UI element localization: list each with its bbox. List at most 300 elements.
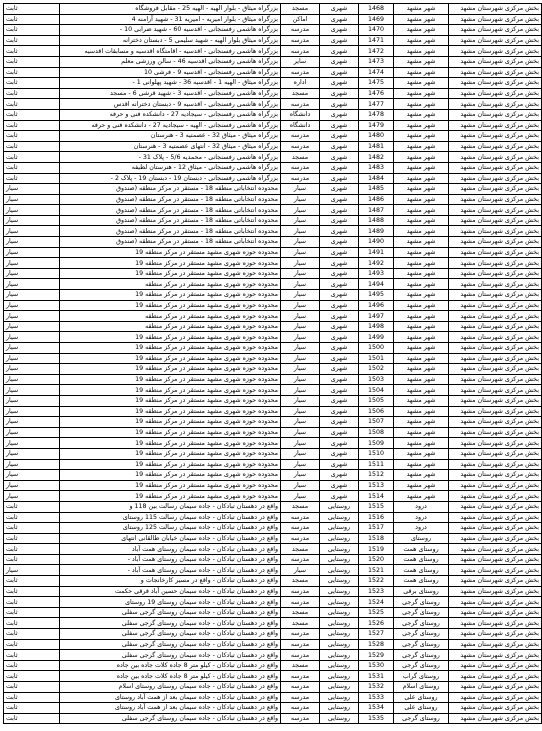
area-type-cell: شهری <box>320 279 359 290</box>
address-cell: واقع در دهستان تبادکان - جاده سیمان روستای گرجی سفلی <box>60 713 281 724</box>
status-cell: ثابت <box>4 141 60 152</box>
branch-cell: بخش مرکزی شهرستان مشهد <box>449 279 542 290</box>
address-cell: محدوده حوزه شهری مشهد مستقر در مرکز منطقه 19 <box>60 459 281 470</box>
city-cell: درود <box>394 501 449 512</box>
status-cell: ثابت <box>4 586 60 597</box>
city-cell: شهر مشهد <box>394 417 449 428</box>
branch-cell: بخش مرکزی شهرستان مشهد <box>449 533 542 544</box>
branch-cell: بخش مرکزی شهرستان مشهد <box>449 67 542 78</box>
station-number-cell: 1499 <box>359 332 394 343</box>
station-number-cell: 1511 <box>359 459 394 470</box>
status-cell: ثابت <box>4 607 60 618</box>
location-type-cell: دانشگاه <box>281 109 320 120</box>
branch-cell: بخش مرکزی شهرستان مشهد <box>449 205 542 216</box>
branch-cell: بخش مرکزی شهرستان مشهد <box>449 713 542 724</box>
station-number-cell: 1526 <box>359 618 394 629</box>
status-cell: ثابت <box>4 682 60 693</box>
location-type-cell: مدرسه <box>281 692 320 703</box>
city-cell: شهر مشهد <box>394 88 449 99</box>
address-cell: واقع در دهستان تبادکان - جاده سیمان روستای همت آباد - <box>60 554 281 565</box>
area-type-cell: شهری <box>320 385 359 396</box>
location-type-cell: سیار <box>281 332 320 343</box>
table-row <box>4 512 542 523</box>
city-cell: شهر مشهد <box>394 131 449 142</box>
station-number-cell: 1493 <box>359 268 394 279</box>
status-cell: ثابت <box>4 660 60 671</box>
location-type-cell: سیار <box>281 184 320 195</box>
area-type-cell: شهری <box>320 353 359 364</box>
location-type-cell: سیار <box>281 470 320 481</box>
location-type-cell: مدرسه <box>281 512 320 523</box>
address-cell: بزرگراه هاشمی رفسنجانی - اقدسیه 9 - دبستان دخترانه اقدس <box>60 99 281 110</box>
city-cell: روستای گرجی <box>394 629 449 640</box>
location-type-cell: سیار <box>281 448 320 459</box>
location-type-cell: سیار <box>281 438 320 449</box>
table-row <box>4 88 542 99</box>
address-cell: واقع در دهستان تبادکان - جاده سیمان روستای گرجی سفلی <box>60 650 281 661</box>
location-type-cell: مدرسه <box>281 629 320 640</box>
branch-cell: بخش مرکزی شهرستان مشهد <box>449 194 542 205</box>
address-cell: محدوده حوزه شهری مشهد مستقر در مرکز منطقه 19 <box>60 470 281 481</box>
branch-cell: بخش مرکزی شهرستان مشهد <box>449 237 542 248</box>
table-row <box>4 629 542 640</box>
table-row <box>4 470 542 481</box>
city-cell: درود <box>394 523 449 534</box>
area-type-cell: شهری <box>320 395 359 406</box>
address-cell: واقع در دهستان تبادکان - جاده سیمان رسالت 125 روستای <box>60 523 281 534</box>
branch-cell: بخش مرکزی شهرستان مشهد <box>449 660 542 671</box>
area-type-cell: شهری <box>320 247 359 258</box>
table-row <box>4 237 542 248</box>
table-row <box>4 205 542 216</box>
city-cell: شهر مشهد <box>394 364 449 375</box>
status-cell: ثابت <box>4 14 60 25</box>
location-type-cell: مسجد <box>281 88 320 99</box>
status-cell: سیار <box>4 300 60 311</box>
station-number-cell: 1480 <box>359 131 394 142</box>
status-cell: سیار <box>4 290 60 301</box>
address-cell: محدوده انتخاباتی منطقه 18 - مستقر در مرکز منطقه (صندوق <box>60 205 281 216</box>
location-type-cell: مدرسه <box>281 173 320 184</box>
location-type-cell: مدرسه <box>281 597 320 608</box>
branch-cell: بخش مرکزی شهرستان مشهد <box>449 215 542 226</box>
area-type-cell: شهری <box>320 343 359 354</box>
city-cell: شهر مشهد <box>394 459 449 470</box>
station-number-cell: 1495 <box>359 290 394 301</box>
table-row <box>4 682 542 693</box>
status-cell: سیار <box>4 332 60 343</box>
status-cell: ثابت <box>4 88 60 99</box>
area-type-cell: شهری <box>320 491 359 502</box>
location-type-cell: مدرسه <box>281 46 320 57</box>
station-number-cell: 1527 <box>359 629 394 640</box>
station-number-cell: 1470 <box>359 25 394 36</box>
status-cell: سیار <box>4 215 60 226</box>
station-number-cell: 1476 <box>359 88 394 99</box>
station-number-cell: 1497 <box>359 311 394 322</box>
area-type-cell: روستایی <box>320 650 359 661</box>
location-type-cell: سیار <box>281 321 320 332</box>
table-row <box>4 279 542 290</box>
city-cell: شهر مشهد <box>394 173 449 184</box>
branch-cell: بخش مرکزی شهرستان مشهد <box>449 162 542 173</box>
station-number-cell: 1508 <box>359 427 394 438</box>
address-cell: بزرگراه هاشمی رفسنجانی - اقدسیه 60 - شهید ضرابی 10 - <box>60 25 281 36</box>
city-cell: شهر مشهد <box>394 448 449 459</box>
status-cell: ثابت <box>4 544 60 555</box>
city-cell: شهر مشهد <box>394 120 449 131</box>
table-row <box>4 321 542 332</box>
status-cell: سیار <box>4 438 60 449</box>
branch-cell: بخش مرکزی شهرستان مشهد <box>449 692 542 703</box>
table-row <box>4 650 542 661</box>
city-cell: روستای برقی <box>394 586 449 597</box>
location-type-cell: مدرسه <box>281 650 320 661</box>
location-type-cell: سیار <box>281 343 320 354</box>
branch-cell: بخش مرکزی شهرستان مشهد <box>449 639 542 650</box>
status-cell: ثابت <box>4 554 60 565</box>
station-number-cell: 1520 <box>359 554 394 565</box>
area-type-cell: شهری <box>320 173 359 184</box>
location-type-cell: مدرسه <box>281 682 320 693</box>
area-type-cell: شهری <box>320 46 359 57</box>
address-cell: بزرگراه هاشمی رفسنجانی - اقدسیه 3 - شهید قرشی 6 - مسجد <box>60 88 281 99</box>
station-number-cell: 1515 <box>359 501 394 512</box>
document-sheet <box>3 3 539 724</box>
table-body <box>4 4 542 724</box>
address-cell: بزرگراه هاشمی رفسنجانی - اقدسیه 9 - فرشی 10 <box>60 67 281 78</box>
location-type-cell: اداره <box>281 78 320 89</box>
location-type-cell: مدرسه <box>281 141 320 152</box>
address-cell: واقع در دهستان تبادکان - جاده سیمان بعد از همت آباد روستای <box>60 692 281 703</box>
table-row <box>4 67 542 78</box>
location-type-cell: سیار <box>281 395 320 406</box>
address-cell: واقع در دهستان تبادکان - جاده سیمان روستای روستای اسلام <box>60 682 281 693</box>
address-cell: محدوده حوزه شهری مشهد مستقر در مرکز منطقه 19 <box>60 290 281 301</box>
location-type-cell: اماکن <box>281 14 320 25</box>
status-cell: ثابت <box>4 501 60 512</box>
table-row <box>4 78 542 89</box>
branch-cell: بخش مرکزی شهرستان مشهد <box>449 438 542 449</box>
status-cell: ثابت <box>4 120 60 131</box>
branch-cell: بخش مرکزی شهرستان مشهد <box>449 417 542 428</box>
status-cell: سیار <box>4 395 60 406</box>
area-type-cell: شهری <box>320 300 359 311</box>
area-type-cell: روستایی <box>320 618 359 629</box>
address-cell: بزرگراه هاشمی رفسنجانی - سیجادیه 27 - دانشکده فنی و حرفه <box>60 109 281 120</box>
city-cell: روستای گرجی <box>394 639 449 650</box>
area-type-cell: شهری <box>320 131 359 142</box>
city-cell: شهر مشهد <box>394 247 449 258</box>
address-cell: محدوده حوزه شهری مشهد مستقر در مرکز منطقه <box>60 311 281 322</box>
location-type-cell: سایر <box>281 56 320 67</box>
address-cell: بزرگراه میثاق - الهیه 1 - اقدسیه 36 - شهید پهلوانی 1 - <box>60 78 281 89</box>
branch-cell: بخش مرکزی شهرستان مشهد <box>449 576 542 587</box>
table-row <box>4 480 542 491</box>
station-number-cell: 1488 <box>359 215 394 226</box>
location-type-cell: مسجد <box>281 4 320 15</box>
location-type-cell: مدرسه <box>281 99 320 110</box>
branch-cell: بخش مرکزی شهرستان مشهد <box>449 141 542 152</box>
branch-cell: بخش مرکزی شهرستان مشهد <box>449 629 542 640</box>
table-row <box>4 448 542 459</box>
address-cell: واقع در دهستان تبادکان - جاده سیمان روستای همت آباد - <box>60 565 281 576</box>
table-row <box>4 660 542 671</box>
station-number-cell: 1505 <box>359 395 394 406</box>
status-cell: سیار <box>4 385 60 396</box>
address-cell: محدوده انتخاباتی منطقه 18 - مستقر در مرکز منطقه (صندوق <box>60 226 281 237</box>
city-cell: شهر مشهد <box>394 343 449 354</box>
station-number-cell: 1475 <box>359 78 394 89</box>
area-type-cell: شهری <box>320 427 359 438</box>
branch-cell: بخش مرکزی شهرستان مشهد <box>449 480 542 491</box>
table-row <box>4 268 542 279</box>
branch-cell: بخش مرکزی شهرستان مشهد <box>449 14 542 25</box>
branch-cell: بخش مرکزی شهرستان مشهد <box>449 374 542 385</box>
location-type-cell: سیار <box>281 491 320 502</box>
branch-cell: بخش مرکزی شهرستان مشهد <box>449 4 542 15</box>
area-type-cell: شهری <box>320 4 359 15</box>
location-type-cell: مدرسه <box>281 35 320 46</box>
city-cell: شهر مشهد <box>394 35 449 46</box>
polling-stations-table <box>3 3 542 724</box>
location-type-cell: سیار <box>281 459 320 470</box>
table-row <box>4 290 542 301</box>
address-cell: محدوده حوزه شهری مشهد مستقر در مرکز منطقه 19 <box>60 395 281 406</box>
location-type-cell: مدرسه <box>281 131 320 142</box>
area-type-cell: شهری <box>320 184 359 195</box>
location-type-cell: سیار <box>281 480 320 491</box>
status-cell: ثابت <box>4 533 60 544</box>
status-cell: ثابت <box>4 692 60 703</box>
area-type-cell: شهری <box>320 470 359 481</box>
location-type-cell: سیار <box>281 374 320 385</box>
city-cell: شهر مشهد <box>394 4 449 15</box>
city-cell: شهر مشهد <box>394 141 449 152</box>
city-cell: شهر مشهد <box>394 332 449 343</box>
station-number-cell: 1525 <box>359 607 394 618</box>
table-row <box>4 120 542 131</box>
city-cell: شهر مشهد <box>394 194 449 205</box>
location-type-cell: سیار <box>281 268 320 279</box>
location-type-cell: سیار <box>281 385 320 396</box>
city-cell: شهر مشهد <box>394 258 449 269</box>
branch-cell: بخش مرکزی شهرستان مشهد <box>449 120 542 131</box>
station-number-cell: 1468 <box>359 4 394 15</box>
area-type-cell: روستایی <box>320 692 359 703</box>
station-number-cell: 1530 <box>359 660 394 671</box>
area-type-cell: روستایی <box>320 597 359 608</box>
station-number-cell: 1514 <box>359 491 394 502</box>
area-type-cell: روستایی <box>320 533 359 544</box>
branch-cell: بخش مرکزی شهرستان مشهد <box>449 109 542 120</box>
area-type-cell: روستایی <box>320 639 359 650</box>
station-number-cell: 1504 <box>359 385 394 396</box>
status-cell: ثابت <box>4 4 60 15</box>
address-cell: محدوده انتخاباتی منطقه 18 - مستقر در مرکز منطقه (صندوق <box>60 215 281 226</box>
location-type-cell: سیار <box>281 215 320 226</box>
branch-cell: بخش مرکزی شهرستان مشهد <box>449 35 542 46</box>
branch-cell: بخش مرکزی شهرستان مشهد <box>449 395 542 406</box>
city-cell: شهر مشهد <box>394 268 449 279</box>
station-number-cell: 1478 <box>359 109 394 120</box>
location-type-cell: مدرسه <box>281 713 320 724</box>
branch-cell: بخش مرکزی شهرستان مشهد <box>449 565 542 576</box>
address-cell: محدوده حوزه شهری مشهد مستقر در مرکز منطقه 19 <box>60 417 281 428</box>
city-cell: روستای گرجی <box>394 597 449 608</box>
location-type-cell: مسجد <box>281 618 320 629</box>
branch-cell: بخش مرکزی شهرستان مشهد <box>449 56 542 67</box>
branch-cell: بخش مرکزی شهرستان مشهد <box>449 523 542 534</box>
city-cell: شهر مشهد <box>394 152 449 163</box>
location-type-cell: مدرسه <box>281 554 320 565</box>
address-cell: واقع در دهستان تبادکان - جاده سیمان روستای گرجی سفلی <box>60 618 281 629</box>
status-cell: سیار <box>4 448 60 459</box>
address-cell: واقع در دهستان تبادکان - جاده سیمان رسالت 115 روستای <box>60 512 281 523</box>
address-cell: محدوده حوزه شهری مشهد مستقر در مرکز منطقه 19 <box>60 438 281 449</box>
branch-cell: بخش مرکزی شهرستان مشهد <box>449 343 542 354</box>
location-type-cell: مسجد <box>281 152 320 163</box>
status-cell: ثابت <box>4 99 60 110</box>
station-number-cell: 1484 <box>359 173 394 184</box>
city-cell: شهر مشهد <box>394 46 449 57</box>
branch-cell: بخش مرکزی شهرستان مشهد <box>449 427 542 438</box>
station-number-cell: 1485 <box>359 184 394 195</box>
location-type-cell: مسجد <box>281 660 320 671</box>
city-cell: شهر مشهد <box>394 205 449 216</box>
area-type-cell: شهری <box>320 120 359 131</box>
branch-cell: بخش مرکزی شهرستان مشهد <box>449 258 542 269</box>
table-row <box>4 152 542 163</box>
address-cell: بزرگراه میثاق - میثاق 32 - عصمتیه 3 - هنرستان <box>60 131 281 142</box>
branch-cell: بخش مرکزی شهرستان مشهد <box>449 364 542 375</box>
station-number-cell: 1487 <box>359 205 394 216</box>
branch-cell: بخش مرکزی شهرستان مشهد <box>449 332 542 343</box>
location-type-cell: دانشگاه <box>281 120 320 131</box>
status-cell: سیار <box>4 374 60 385</box>
address-cell: محدوده انتخاباتی منطقه 18 - مستقر در مرکز منطقه (صندوق <box>60 237 281 248</box>
address-cell: محدوده حوزه شهری مشهد مستقر در مرکز منطقه 19 <box>60 343 281 354</box>
table-row <box>4 131 542 142</box>
table-row <box>4 427 542 438</box>
location-type-cell: سیار <box>281 311 320 322</box>
city-cell: روستای گرجی <box>394 650 449 661</box>
city-cell: روستای <box>394 533 449 544</box>
location-type-cell: سیار <box>281 300 320 311</box>
table-row <box>4 565 542 576</box>
table-row <box>4 576 542 587</box>
table-row <box>4 501 542 512</box>
area-type-cell: شهری <box>320 35 359 46</box>
address-cell: محدوده حوزه شهری مشهد مستقر در مرکز منطقه 19 <box>60 353 281 364</box>
area-type-cell: شهری <box>320 480 359 491</box>
address-cell: بزرگراه هاشمی رفسنجانی - اقدسیه - اقامتگاه اقدسیه و مسابقات اقدسیه <box>60 46 281 57</box>
status-cell: سیار <box>4 194 60 205</box>
branch-cell: بخش مرکزی شهرستان مشهد <box>449 544 542 555</box>
station-number-cell: 1522 <box>359 576 394 587</box>
branch-cell: بخش مرکزی شهرستان مشهد <box>449 25 542 36</box>
status-cell: ثابت <box>4 131 60 142</box>
address-cell: واقع در دهستان تبادکان - جاده سیمان روستای 19 روستای <box>60 597 281 608</box>
location-type-cell: سیار <box>281 194 320 205</box>
status-cell: سیار <box>4 258 60 269</box>
station-number-cell: 1521 <box>359 565 394 576</box>
area-type-cell: شهری <box>320 141 359 152</box>
area-type-cell: شهری <box>320 332 359 343</box>
status-cell: سیار <box>4 417 60 428</box>
table-row <box>4 162 542 173</box>
status-cell: سیار <box>4 279 60 290</box>
area-type-cell: روستایی <box>320 565 359 576</box>
city-cell: روستای گرجی <box>394 618 449 629</box>
address-cell: بزرگراه هاشمی رفسنجانی - الهیه - سیجادیه 27 - دانشکده فنی و حرفه <box>60 120 281 131</box>
station-number-cell: 1523 <box>359 586 394 597</box>
table-row <box>4 417 542 428</box>
area-type-cell: شهری <box>320 258 359 269</box>
station-number-cell: 1507 <box>359 417 394 428</box>
table-row <box>4 194 542 205</box>
address-cell: محدوده حوزه شهری مشهد مستقر در مرکز منطقه 19 <box>60 427 281 438</box>
station-number-cell: 1489 <box>359 226 394 237</box>
location-type-cell: مدرسه <box>281 523 320 534</box>
location-type-cell: مدرسه <box>281 639 320 650</box>
station-number-cell: 1516 <box>359 512 394 523</box>
city-cell: روستای گرجی <box>394 607 449 618</box>
area-type-cell: شهری <box>320 459 359 470</box>
address-cell: محدوده حوزه شهری مشهد مستقر در مرکز منطقه <box>60 279 281 290</box>
status-cell: سیار <box>4 237 60 248</box>
table-row <box>4 56 542 67</box>
status-cell: سیار <box>4 321 60 332</box>
status-cell: ثابت <box>4 703 60 714</box>
branch-cell: بخش مرکزی شهرستان مشهد <box>449 682 542 693</box>
city-cell: روستای همت <box>394 576 449 587</box>
area-type-cell: روستایی <box>320 586 359 597</box>
address-cell: واقع در دهستان تبادکان - جاده سیمان بعد از همت آباد روستای <box>60 703 281 714</box>
table-row <box>4 607 542 618</box>
status-cell: ثابت <box>4 173 60 184</box>
station-number-cell: 1474 <box>359 67 394 78</box>
branch-cell: بخش مرکزی شهرستان مشهد <box>449 268 542 279</box>
address-cell: محدوده حوزه شهری مشهد مستقر در مرکز منطقه 19 <box>60 491 281 502</box>
status-cell: سیار <box>4 247 60 258</box>
city-cell: شهر مشهد <box>394 438 449 449</box>
table-row <box>4 639 542 650</box>
city-cell: شهر مشهد <box>394 226 449 237</box>
branch-cell: بخش مرکزی شهرستان مشهد <box>449 300 542 311</box>
address-cell: محدوده حوزه شهری مشهد مستقر در مرکز منطقه 19 <box>60 364 281 375</box>
location-type-cell: سیار <box>281 353 320 364</box>
branch-cell: بخش مرکزی شهرستان مشهد <box>449 459 542 470</box>
city-cell: روستای همت <box>394 544 449 555</box>
station-number-cell: 1535 <box>359 713 394 724</box>
status-cell: ثابت <box>4 67 60 78</box>
branch-cell: بخش مرکزی شهرستان مشهد <box>449 703 542 714</box>
status-cell: ثابت <box>4 25 60 36</box>
city-cell: شهر مشهد <box>394 300 449 311</box>
status-cell: ثابت <box>4 152 60 163</box>
table-row <box>4 395 542 406</box>
city-cell: شهر مشهد <box>394 427 449 438</box>
station-number-cell: 1491 <box>359 247 394 258</box>
station-number-cell: 1510 <box>359 448 394 459</box>
table-row <box>4 544 542 555</box>
address-cell: واقع در دهستان تبادکان - جاده سیمان روستای گرجی سفلی <box>60 629 281 640</box>
table-row <box>4 46 542 57</box>
branch-cell: بخش مرکزی شهرستان مشهد <box>449 321 542 332</box>
status-cell: ثابت <box>4 512 60 523</box>
address-cell: واقع در دهستان تبادکان - جاده سیمان روستای گرجی سفلی <box>60 639 281 650</box>
